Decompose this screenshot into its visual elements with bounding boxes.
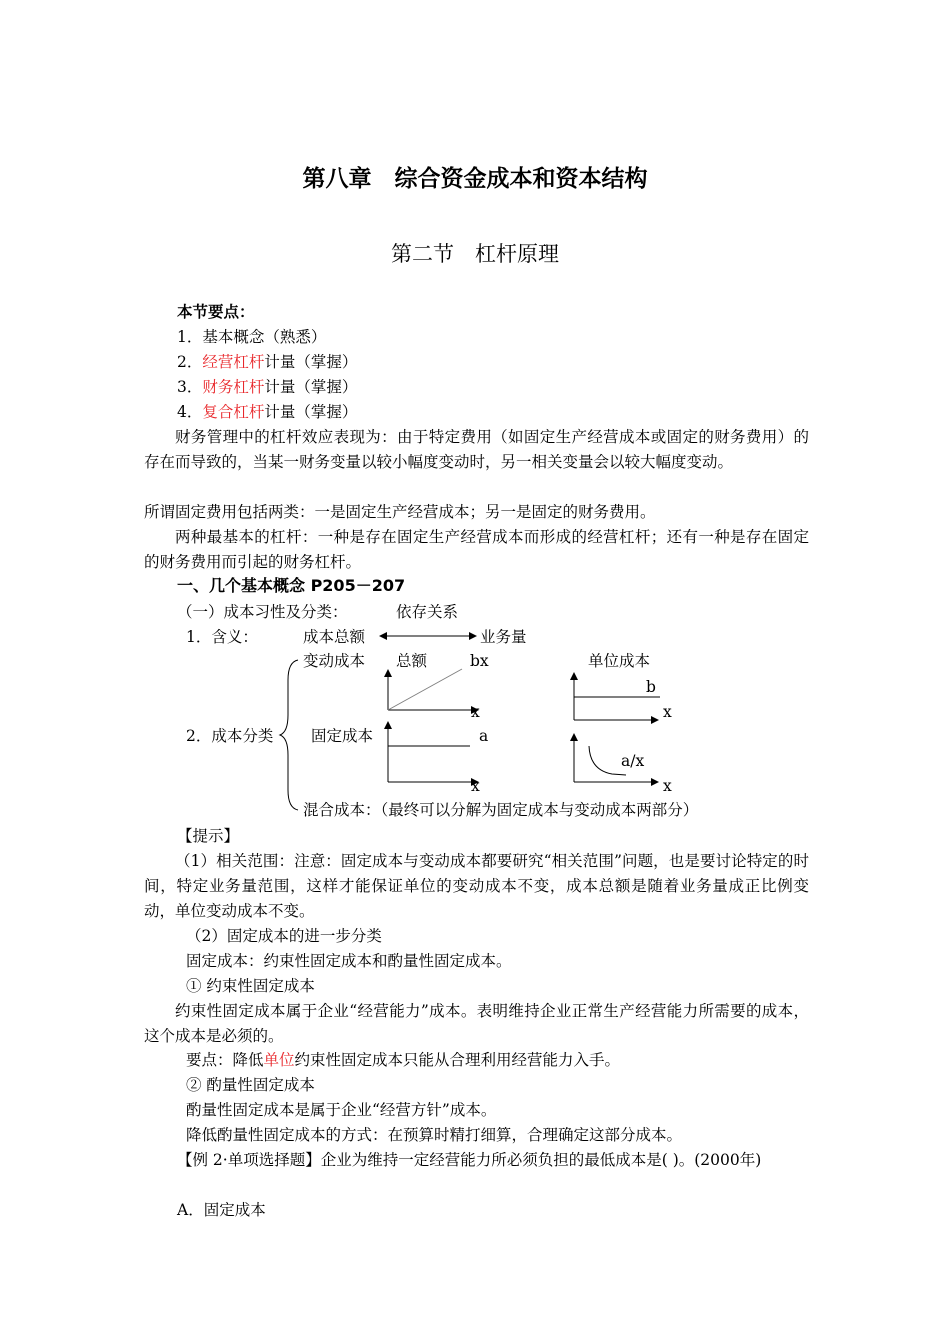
discretionary-fixed-cost-description: 酌量性固定成本是属于企业“经营方针”成本。 — [186, 1101, 497, 1119]
fixed-cost-types: 固定成本：约束性固定成本和酌量性固定成本。 — [186, 952, 512, 970]
classification-bracket — [280, 660, 298, 810]
section-subtitle: 第二节 杠杆原理 — [391, 242, 559, 266]
paragraph-leverage-effect: 财务管理中的杠杆效应表现为：由于特定费用（如固定生产经营成本或固定的财务费用）的存在而导致的，当某一财务变量以较小幅度变动时，另一相关变量会以较大幅度变动。 — [144, 428, 809, 471]
a-over-x-label: a/x — [621, 752, 645, 770]
key-point-4: 4．复合杠杆计量（掌握） — [177, 403, 358, 421]
a-label: a — [479, 727, 489, 745]
section-heading-basic-concepts: 一、几个基本概念 P205－207 — [177, 576, 406, 595]
cost-behavior-heading: （一）成本习性及分类： — [177, 603, 348, 621]
business-volume-label: 业务量 — [480, 628, 527, 646]
committed-fixed-cost-description: 约束性固定成本属于企业“经营能力”成本。表明维持企业正常生产经营能力所需要的成本，这个成本是必须的。 — [144, 1002, 809, 1045]
x-axis-label-4: x — [663, 777, 672, 795]
mixed-cost-label: 混合成本：（最终可以分解为固定成本与变动成本两部分） — [303, 801, 699, 819]
committed-fixed-cost-heading: ① 约束性固定成本 — [186, 977, 315, 995]
x-axis-label-2: x — [663, 703, 672, 721]
chapter-title: 第八章 综合资金成本和资本结构 — [302, 166, 648, 192]
b-label: b — [646, 678, 656, 696]
tip-heading: 【提示】 — [177, 827, 240, 845]
example-question: 【例 2·单项选择题】企业为维持一定经营能力所必须负担的最低成本是( )。(2000年) — [177, 1151, 762, 1169]
graph-variable-unit — [574, 673, 660, 720]
x-axis-label-1: x — [471, 703, 480, 721]
total-amount-label: 总额 — [396, 652, 428, 670]
fixed-cost-label: 固定成本 — [311, 727, 374, 745]
graph-fixed-total — [388, 722, 478, 782]
tip-relevant-range: （1）相关范围：注意：固定成本与变动成本都要研究“相关范围”问题，也是要讨论特定的时间，特定业务量范围，这样才能保证单位的变动成本不变，成本总额是随着业务量成正比例变动，单位变动成本不变。 — [144, 852, 809, 920]
graph-variable-total — [388, 669, 478, 710]
cost-classification-label: 2．成本分类 — [186, 727, 274, 745]
paragraph-two-levers: 两种最基本的杠杆：一种是存在固定生产经营成本而形成的经营杠杆；还有一种是存在固定的财务费用而引起的财务杠杆。 — [144, 528, 809, 571]
unit-cost-label: 单位成本 — [588, 652, 651, 670]
key-point-1: 1．基本概念（熟悉） — [177, 328, 327, 346]
option-a: A．固定成本 — [177, 1201, 266, 1219]
discretionary-reduction-method: 降低酌量性固定成本的方式：在预算时精打细算，合理确定这部分成本。 — [186, 1126, 683, 1144]
key-point-3: 3．财务杠杆计量（掌握） — [177, 378, 358, 396]
tip-fixed-cost-classification: （2）固定成本的进一步分类 — [186, 927, 382, 945]
total-cost-label: 成本总额 — [303, 628, 366, 646]
paragraph-fixed-costs: 所谓固定费用包括两类：一是固定生产经营成本；另一是固定的财务费用。 — [144, 503, 656, 521]
meaning-label: 1．含义： — [186, 628, 258, 646]
dependency-label: 依存关系 — [396, 603, 459, 621]
variable-cost-label: 变动成本 — [303, 652, 366, 670]
graph-fixed-unit — [574, 734, 658, 782]
key-point-2: 2．经营杠杆计量（掌握） — [177, 353, 358, 371]
discretionary-fixed-cost-heading: ② 酌量性固定成本 — [186, 1076, 315, 1094]
x-axis-label-3: x — [471, 777, 480, 795]
bx-label: bx — [470, 652, 489, 670]
key-points-heading: 本节要点： — [177, 303, 255, 321]
committed-key-point: 要点：降低单位约束性固定成本只能从合理利用经营能力入手。 — [186, 1051, 621, 1069]
